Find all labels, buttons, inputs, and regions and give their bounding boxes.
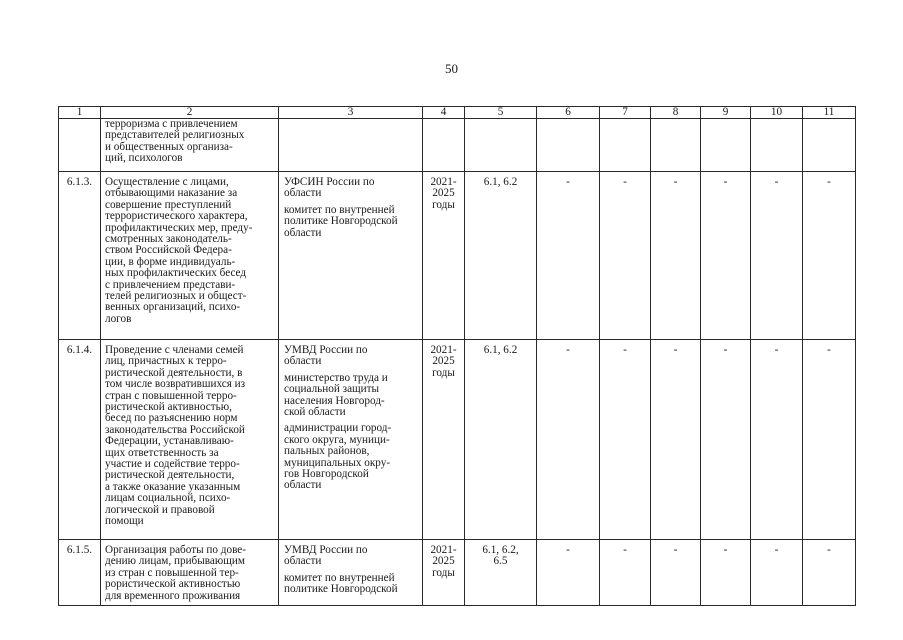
row-number-cell: 6.1.4. xyxy=(59,340,101,540)
page-number: 50 xyxy=(445,61,458,76)
description-line: а также оказание указанным xyxy=(105,480,241,493)
description-line: Проведение с членами семей xyxy=(105,344,244,356)
table-row xyxy=(59,340,856,540)
column-number-cell: 8 xyxy=(651,107,701,119)
executor-line: области xyxy=(284,555,322,568)
row-number-cell: 6.1.3. xyxy=(59,172,101,340)
executor-line: области xyxy=(284,355,322,368)
value-cell xyxy=(537,119,600,172)
description-line: лиц, причастных к терро- xyxy=(105,355,227,368)
description-line: Осуществление с лицами, xyxy=(105,176,229,188)
column-number-cell: 5 xyxy=(465,107,537,119)
value-cell: - xyxy=(600,172,651,340)
description-line: ных профилактических бесед xyxy=(105,267,247,280)
description-line: террористического характера, xyxy=(105,210,248,223)
column-number-cell: 7 xyxy=(600,107,651,119)
period-line: 2025 xyxy=(432,355,455,368)
value-cell: - xyxy=(600,540,651,606)
description-line: Федерации, устанавливаю- xyxy=(105,435,234,448)
period-line: 2021- xyxy=(430,344,457,356)
value-cell xyxy=(751,119,803,172)
executor-line: министерство труда и xyxy=(284,371,388,384)
table-row xyxy=(59,540,856,606)
column-number-cell: 10 xyxy=(751,107,803,119)
column-number-cell: 4 xyxy=(423,107,465,119)
description-line: смотренных законодатель- xyxy=(105,233,232,246)
description-line: отбывающими наказание за xyxy=(105,187,238,200)
column-number-cell: 9 xyxy=(701,107,751,119)
target-cell: 6.1, 6.2 xyxy=(465,340,537,540)
row-number-cell: 6.1.5. xyxy=(59,540,101,606)
executor-line: УМВД России по xyxy=(284,344,368,356)
description-line: ристической деятельности, в xyxy=(105,366,243,379)
executor-line: УФСИН России по xyxy=(284,176,375,188)
value-cell: - xyxy=(751,540,803,606)
description-line: законодательства Российской xyxy=(105,423,245,436)
value-cell: - xyxy=(701,172,751,340)
executor-line: пальных районов, xyxy=(284,445,370,458)
period-line: 2025 xyxy=(432,187,455,200)
executor-line: области xyxy=(284,187,322,200)
description-cell xyxy=(101,540,279,606)
executor-line: комитет по внутренней xyxy=(284,571,395,584)
table-row xyxy=(59,172,856,340)
description-line: стран с повышенной терро- xyxy=(105,389,237,402)
executor-line: УМВД России по xyxy=(284,544,368,556)
description-line: логов xyxy=(105,312,132,325)
description-line: ристической активностью, xyxy=(105,401,232,414)
executor-line: политике Новгородской xyxy=(284,583,398,596)
target-cell: 6.1, 6.2 xyxy=(465,172,537,340)
executor-line: муниципальных окру- xyxy=(284,456,391,469)
description-line: с привлечением представи- xyxy=(105,278,236,291)
value-cell: - xyxy=(701,540,751,606)
period-cell xyxy=(423,340,465,540)
value-cell: - xyxy=(537,340,600,540)
row-number-cell xyxy=(59,119,101,172)
period-line: годы xyxy=(432,366,455,379)
period-line: годы xyxy=(432,566,455,579)
period-cell xyxy=(423,172,465,340)
description-line: ции, в форме индивидуаль- xyxy=(105,255,236,268)
value-cell xyxy=(600,119,651,172)
column-number-cell: 3 xyxy=(279,107,423,119)
description-line: венных организаций, психо- xyxy=(105,301,241,314)
period-cell xyxy=(423,540,465,606)
description-line: лицам социальной, психо- xyxy=(105,492,231,505)
value-cell: - xyxy=(537,540,600,606)
value-cell: - xyxy=(651,172,701,340)
description-line: терроризма с привлечением xyxy=(105,118,238,130)
description-line: ций, психологов xyxy=(105,152,183,165)
executor-line: социальной защиты xyxy=(284,383,380,396)
period-line: 2025 xyxy=(432,555,455,568)
description-line: телей религиозных и общест- xyxy=(105,290,247,303)
description-line: рористической активностью xyxy=(105,578,241,591)
value-cell: - xyxy=(651,340,701,540)
value-cell: - xyxy=(803,172,856,340)
executor-line: населения Новгород- xyxy=(284,394,385,407)
program-table xyxy=(58,106,856,606)
value-cell: - xyxy=(600,340,651,540)
target-cell xyxy=(465,119,537,172)
column-number-cell: 11 xyxy=(803,107,856,119)
value-cell: - xyxy=(803,340,856,540)
period-line: годы xyxy=(432,198,455,211)
column-number-cell: 2 xyxy=(101,107,279,119)
continuation-row xyxy=(59,119,856,172)
description-line: из стран с повышенной тер- xyxy=(105,566,239,579)
period-line: 2021- xyxy=(430,544,457,556)
description-cell xyxy=(101,172,279,340)
executor-line: области xyxy=(284,479,322,492)
description-cell xyxy=(101,340,279,540)
executor-line: комитет по внутренней xyxy=(284,203,395,216)
value-cell xyxy=(701,119,751,172)
value-cell xyxy=(803,119,856,172)
description-line: и общественных организа- xyxy=(105,140,233,153)
value-cell: - xyxy=(803,540,856,606)
description-line: том числе возвратившихся из xyxy=(105,378,246,391)
value-cell: - xyxy=(701,340,751,540)
period-cell xyxy=(423,119,465,172)
value-cell: - xyxy=(651,540,701,606)
description-line: логической и правовой xyxy=(105,503,215,516)
executor-line: ского округа, муници- xyxy=(284,433,390,446)
target-line: 6.5 xyxy=(493,555,508,568)
executor-cell xyxy=(279,540,423,606)
column-number-cell: 1 xyxy=(59,107,101,119)
period-line: 2021- xyxy=(430,176,457,188)
value-cell xyxy=(651,119,701,172)
description-line: ством Российской Федера- xyxy=(105,244,232,257)
target-line: 6.1, 6.2, xyxy=(482,544,519,556)
executor-line: ской области xyxy=(284,406,346,419)
description-line: совершение преступлений xyxy=(105,198,232,211)
executor-line: гов Новгородской xyxy=(284,468,369,481)
executor-cell xyxy=(279,119,423,172)
executor-cell xyxy=(279,172,423,340)
description-line: помощи xyxy=(105,515,144,528)
description-line: бесед по разъяснению норм xyxy=(105,412,238,425)
description-cell xyxy=(101,119,279,172)
executor-cell xyxy=(279,340,423,540)
target-cell xyxy=(465,540,537,606)
executor-line: администрации город- xyxy=(284,422,392,435)
executor-line: области xyxy=(284,226,322,239)
description-line: профилактических мер, преду- xyxy=(105,221,253,234)
column-numbers-row xyxy=(59,107,856,119)
executor-line: политике Новгородской xyxy=(284,215,398,228)
description-line: для временного проживания xyxy=(105,589,241,602)
description-line: Организация работы по дове- xyxy=(105,544,246,556)
description-line: дению лицам, прибывающим xyxy=(105,555,245,568)
value-cell: - xyxy=(751,340,803,540)
description-line: участие и содействие терро- xyxy=(105,458,240,471)
description-line: щих ответственность за xyxy=(105,446,219,459)
value-cell: - xyxy=(751,172,803,340)
description-line: ристической деятельности, xyxy=(105,469,235,482)
description-line: представителей религиозных xyxy=(105,129,245,142)
column-number-cell: 6 xyxy=(537,107,600,119)
value-cell: - xyxy=(537,172,600,340)
